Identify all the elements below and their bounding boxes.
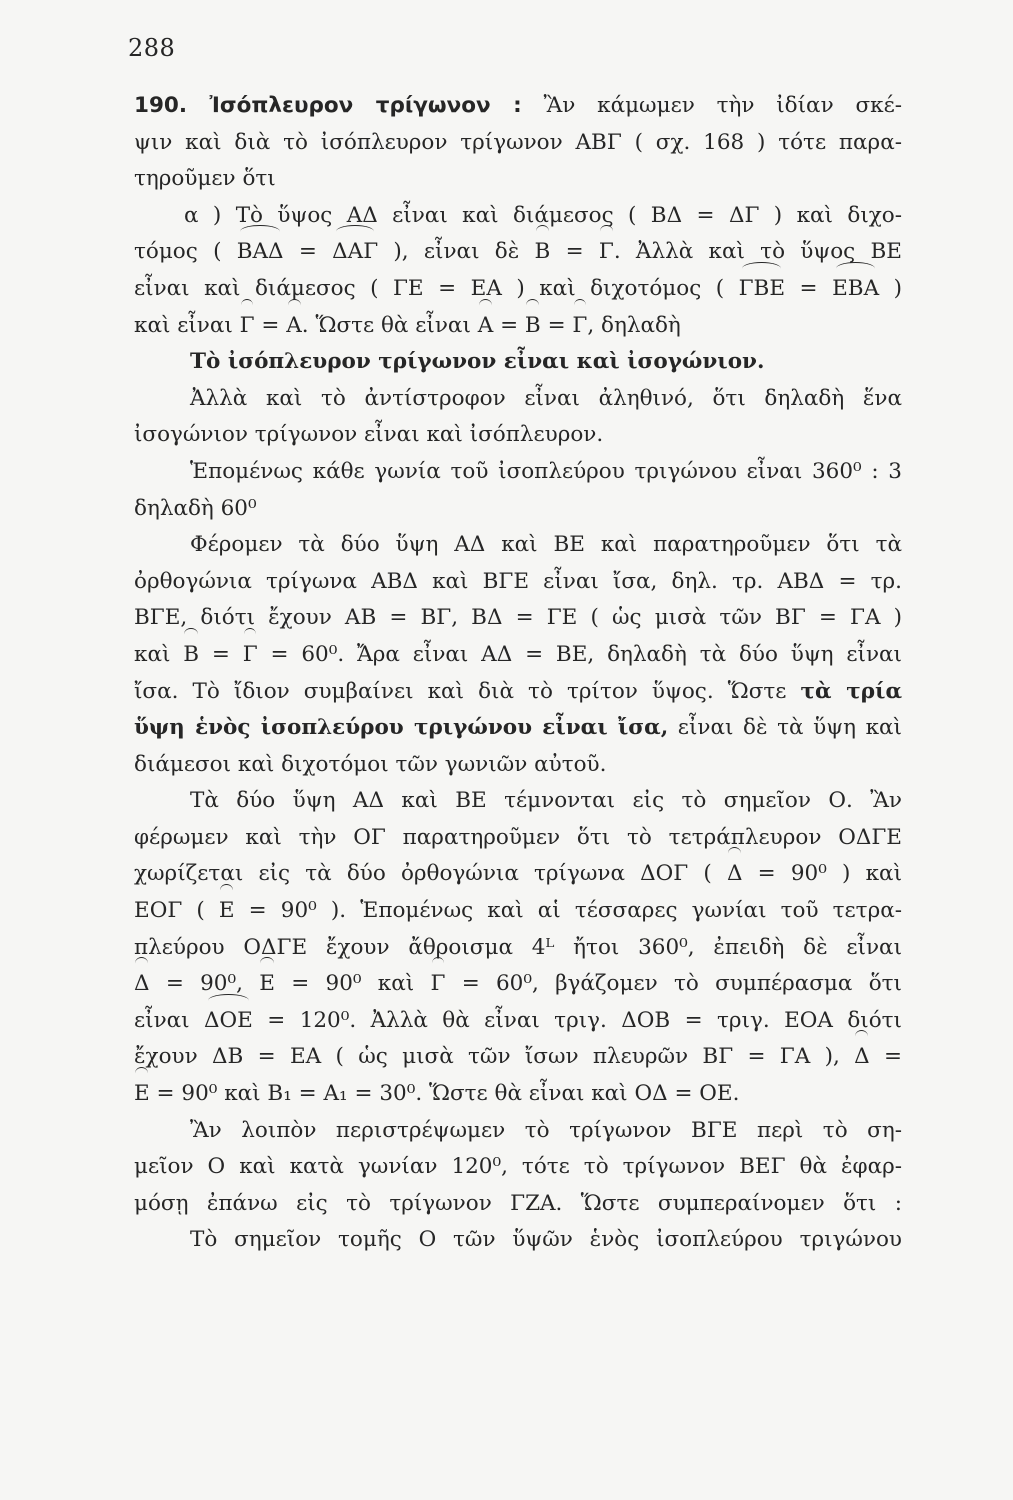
- text-run: ), εἶναι δὲ: [378, 239, 535, 265]
- page-number: 288: [128, 34, 176, 62]
- text-run: τόμος (: [134, 239, 237, 265]
- text-run: καὶ εἶναι: [134, 312, 240, 338]
- text-run: εἶναι: [134, 1007, 204, 1033]
- text-line: [134, 454, 902, 491]
- angle-symbol: Γ: [240, 308, 255, 345]
- text-line: [134, 161, 902, 198]
- text-line: [134, 1149, 902, 1186]
- text-run: ἔχουν ΔΒ = ΕΑ ( ὡς μισὰ τῶν ἴσων πλευρῶν ΒΓ = ΓΑ ),: [134, 1044, 855, 1070]
- bold-statement: ὕψη ἑνὸς ἰσοπλεύρου τριγώνου εἶναι ἴσα,: [134, 715, 669, 741]
- body-text: [134, 88, 902, 1259]
- text-line: [134, 344, 902, 381]
- text-run: Ἂν λοιπὸν περιστρέψωμεν τὸ τρίγωνον ΒΓΕ περὶ τὸ ση-: [190, 1117, 902, 1143]
- angle-symbol: ΒΑΔ: [237, 234, 284, 271]
- text-run: = 90⁰ ). Ἑπομένως καὶ αἱ τέσσαρες γωνίαι τοῦ τετρα-: [234, 898, 902, 924]
- angle-symbol: Ε: [259, 966, 275, 1003]
- text-run: α ) Τὸ ὕψος ΑΔ εἶναι καὶ διάμεσος ( ΒΔ = ΔΓ ) καὶ διχο-: [184, 202, 902, 228]
- text-line: [134, 491, 902, 528]
- text-run: χωρίζεται εἰς τὰ δύο ὀρθογώνια τρίγωνα ΔΟΓ (: [134, 861, 727, 887]
- angle-symbol: Γ: [243, 637, 258, 674]
- text-run: , δηλαδὴ: [587, 312, 681, 338]
- text-run: =: [493, 312, 525, 338]
- text-run: ὀρθογώνια τρίγωνα ΑΒΔ καὶ ΒΓΕ εἶναι ἴσα, δηλ. τρ. ΑΒΔ = τρ.: [134, 568, 902, 594]
- text-run: =: [869, 1044, 902, 1070]
- angle-symbol: Δ: [727, 856, 743, 893]
- text-line: [134, 1186, 902, 1223]
- text-run: = 60⁰, βγάζομεν τὸ συμπέρασμα ὅτι: [445, 971, 902, 997]
- angle-symbol: Β: [183, 637, 199, 674]
- text-run: =: [199, 641, 243, 667]
- text-run: τηροῦμεν ὅτι: [134, 166, 276, 192]
- angle-symbol: ΕΒΑ: [832, 271, 879, 308]
- text-run: μεῖον Ο καὶ κατὰ γωνίαν 120⁰, τότε τὸ τρίγωνον ΒΕΓ θὰ ἐφαρ-: [134, 1154, 902, 1180]
- text-line: [134, 710, 902, 747]
- text-run: =: [785, 275, 833, 301]
- text-run: ψιν καὶ διὰ τὸ ἰσόπλευρον τρίγωνον ΑΒΓ ( σχ. 168 ) τότε παρα-: [134, 129, 902, 155]
- angle-symbol: Δ: [134, 966, 150, 1003]
- text-line: [134, 674, 902, 711]
- section-number: 190.: [134, 93, 210, 118]
- text-run: Φέρομεν τὰ δύο ὕψη ΑΔ καὶ ΒΕ καὶ παρατηροῦμεν ὅτι τὰ: [190, 532, 902, 558]
- text-run: =: [550, 239, 599, 265]
- angle-symbol: ΔΑΓ: [332, 234, 378, 271]
- text-line: [134, 1113, 902, 1150]
- text-run: ): [879, 275, 902, 301]
- angle-symbol: ΔΟΕ: [204, 1003, 253, 1040]
- text-run: ΕΟΓ (: [134, 898, 219, 924]
- text-run: Τὸ σημεῖον τομῆς Ο τῶν ὕψῶν ἑνὸς ἰσοπλεύρου τριγώνου: [190, 1227, 902, 1253]
- text-run: Ἀλλὰ καὶ τὸ ἀντίστροφον εἶναι ἀληθινό, ὅτι δηλαδὴ ἕνα: [190, 385, 902, 411]
- text-line: [134, 1003, 902, 1040]
- text-run: Ἑπομένως κάθε γωνία τοῦ ἰσοπλεύρου τριγώνου εἶναι 360⁰ : 3: [190, 458, 902, 484]
- text-line: [134, 88, 902, 125]
- text-run: ΒΓΕ, διότι ἔχουν ΑΒ = ΒΓ, ΒΔ = ΓΕ ( ὡς μισὰ τῶν ΒΓ = ΓΑ ): [134, 605, 902, 631]
- text-line: [134, 381, 902, 418]
- text-line: [134, 820, 902, 857]
- text-run: μόσῃ ἐπάνω εἰς τὸ τρίγωνον ΓΖΑ. Ὥστε συμπεραίνομεν ὅτι :: [134, 1190, 902, 1216]
- bold-statement: Τὸ ἰσόπλευρον τρίγωνον εἶναι καὶ ἰσογώνιον.: [190, 349, 765, 375]
- text-line: [134, 1076, 902, 1113]
- angle-symbol: Ε: [219, 893, 235, 930]
- text-line: [134, 527, 902, 564]
- text-run: = 90⁰ καὶ: [274, 971, 431, 997]
- text-run: δηλαδὴ 60⁰: [134, 495, 257, 521]
- angle-symbol: Δ: [854, 1039, 870, 1076]
- text-run: εἶναι δὲ τὰ ὕψη καὶ: [668, 715, 902, 741]
- text-run: ἴσα. Τὸ ἴδιον συμβαίνει καὶ διὰ τὸ τρίτον ὕψος. Ὥστε: [134, 678, 801, 704]
- angle-symbol: Ε: [134, 1076, 150, 1113]
- angle-symbol: Γ: [430, 966, 445, 1003]
- angle-symbol: Γ: [572, 308, 587, 345]
- angle-symbol: Α: [478, 308, 494, 345]
- text-run: . Ἀλλὰ καὶ τὸ ὕψος ΒΕ: [613, 239, 902, 265]
- text-run: = 60⁰. Ἄρα εἶναι ΑΔ = ΒΕ, δηλαδὴ τὰ δύο ὕψη εἶναι: [257, 641, 902, 667]
- text-run: =: [283, 239, 333, 265]
- text-run: διάμεσοι καὶ διχοτόμοι τῶν γωνιῶν αὐτοῦ.: [134, 751, 607, 777]
- text-line: [134, 1039, 902, 1076]
- text-run: Τὰ δύο ὕψη ΑΔ καὶ ΒΕ τέμνονται εἰς τὸ σημεῖον Ο. Ἂν: [190, 788, 902, 814]
- text-run: καὶ: [134, 641, 184, 667]
- text-line: [134, 893, 902, 930]
- text-line: [134, 637, 902, 674]
- text-run: ἰσογώνιον τρίγωνον εἶναι καὶ ἰσόπλευρον.: [134, 422, 604, 448]
- text-run: =: [540, 312, 573, 338]
- text-line: [134, 1222, 902, 1259]
- text-line: [134, 930, 902, 967]
- text-run: = 90⁰ καὶ Β₁ = Α₁ = 30⁰. Ὥστε θὰ εἶναι καὶ ΟΔ = ΟΕ.: [149, 1081, 740, 1107]
- text-line: [134, 783, 902, 820]
- text-run: πλεύρου ΟΔΓΕ ἔχουν ἄθροισμα 4ᴸ ἤτοι 360⁰, ἐπειδὴ δὲ εἶναι: [134, 934, 902, 960]
- text-run: = 90⁰ ) καὶ: [742, 861, 902, 887]
- text-run: =: [254, 312, 287, 338]
- text-line: [134, 856, 902, 893]
- angle-symbol: Β: [525, 308, 541, 345]
- text-line: [134, 564, 902, 601]
- text-line: [134, 308, 902, 345]
- text-run: Ἂν κάμωμεν τὴν ἰδίαν σκέ-: [521, 93, 902, 118]
- text-run: φέρωμεν καὶ τὴν ΟΓ παρατηροῦμεν ὅτι τὸ τετράπλευρον ΟΔΓΕ: [134, 824, 902, 850]
- text-line: [134, 125, 902, 162]
- bold-statement: τὰ τρία: [800, 678, 902, 704]
- section-title: Ἰσόπλευρον τρίγωνον :: [209, 93, 522, 118]
- text-run: = 90⁰,: [149, 971, 260, 997]
- angle-symbol: Β: [535, 234, 551, 271]
- angle-symbol: ΓΒΕ: [739, 271, 785, 308]
- text-run: . Ὥστε θὰ εἶναι: [301, 312, 478, 338]
- text-line: [134, 747, 902, 784]
- text-line: [134, 417, 902, 454]
- text-run: εἶναι καὶ διάμεσος ( ΓΕ = ΕΑ ) καὶ διχοτόμος (: [134, 275, 739, 301]
- angle-symbol: Γ: [599, 234, 614, 271]
- text-line: [134, 234, 902, 271]
- text-line: [134, 966, 902, 1003]
- angle-symbol: Α: [286, 308, 302, 345]
- text-run: = 120⁰. Ἀλλὰ θὰ εἶναι τριγ. ΔΟΒ = τριγ. ΕΟΑ διότι: [252, 1007, 902, 1033]
